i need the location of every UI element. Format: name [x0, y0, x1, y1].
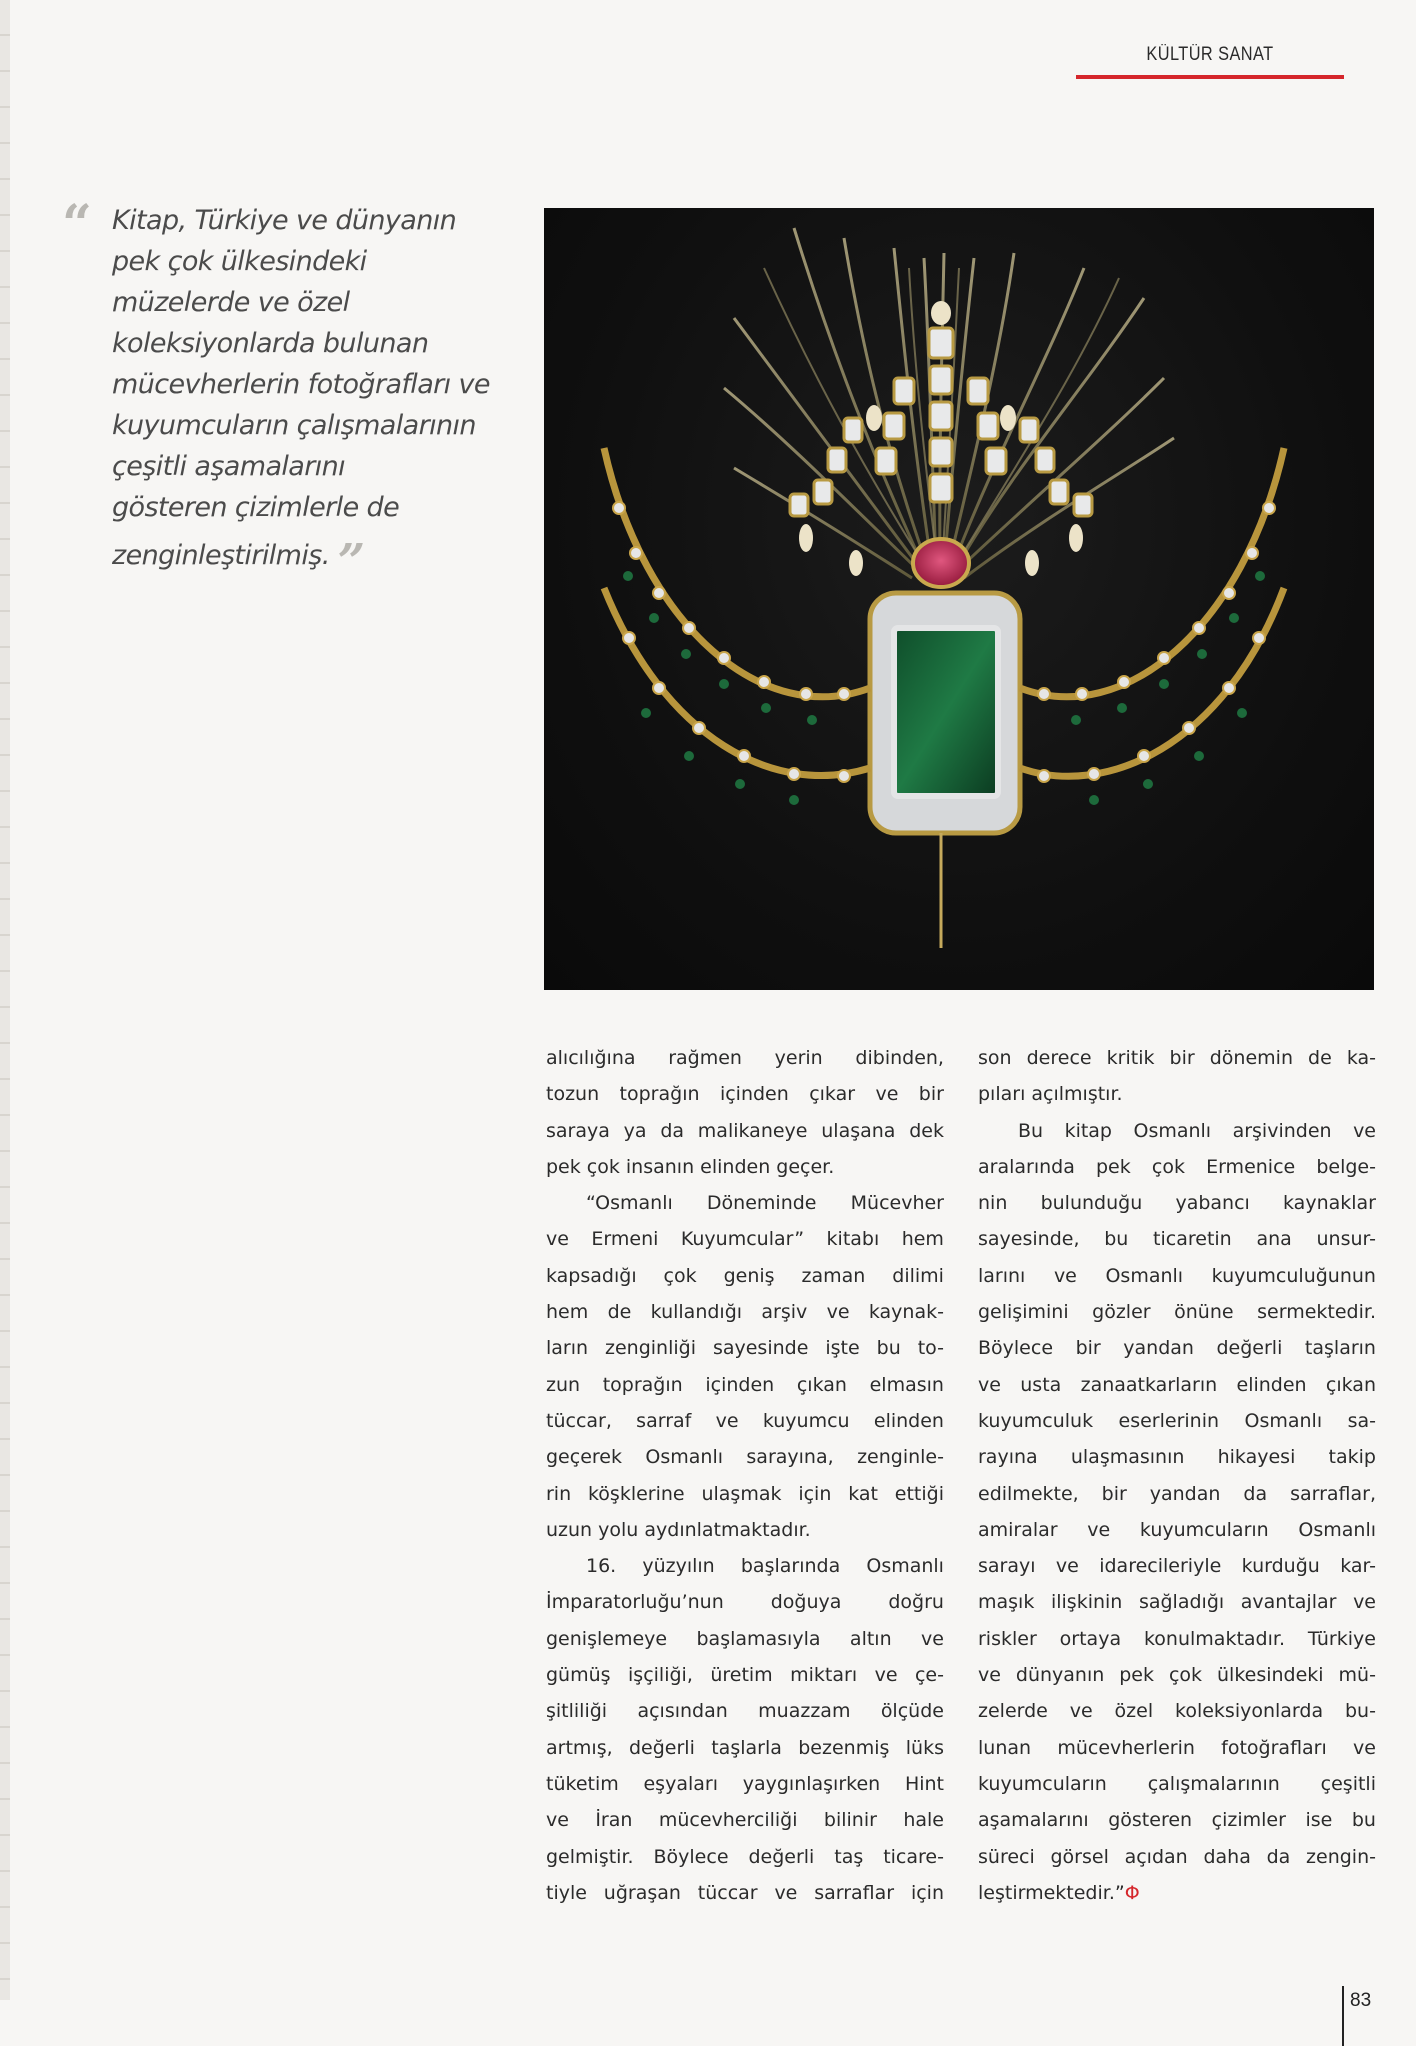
body-line: pek çok insanın elinden geçer.	[546, 1155, 835, 1178]
word: ulaşana	[821, 1119, 896, 1142]
word: tozun	[546, 1083, 600, 1106]
body-line	[546, 1330, 944, 1366]
word: ilişkinin	[1050, 1591, 1123, 1614]
word: pek	[1119, 1664, 1155, 1687]
body-line	[978, 1766, 1376, 1802]
word: gümüş	[546, 1664, 611, 1687]
word: zengin-	[1306, 1845, 1376, 1868]
word: yandan	[1123, 1337, 1194, 1360]
word: sa-	[1347, 1409, 1376, 1432]
word: için	[798, 1482, 832, 1505]
word: bir	[1101, 1482, 1127, 1505]
word: köşklerine	[587, 1482, 685, 1505]
word: Kuyumcular”	[680, 1228, 805, 1251]
word: takip	[1328, 1446, 1376, 1469]
pull-quote-line: çeşitli aşamalarını	[112, 451, 346, 482]
word: içinden	[705, 1373, 775, 1396]
word: da	[1243, 1482, 1268, 1505]
body-line	[978, 1802, 1376, 1838]
diamond-frame-icon	[870, 593, 1020, 833]
word: ve	[1053, 1264, 1077, 1287]
word: pek	[1095, 1155, 1131, 1178]
body-line	[546, 1367, 944, 1403]
word: amiralar	[978, 1518, 1058, 1541]
word: miktarı	[790, 1664, 858, 1687]
word: İmparatorluğu’nun	[546, 1591, 724, 1614]
word: ve	[715, 1409, 739, 1432]
pull-quote	[62, 194, 522, 590]
word: artmış,	[546, 1736, 613, 1759]
pull-quote-line: Kitap, Türkiye ve dünyanın	[112, 205, 457, 236]
body-line	[546, 1294, 944, 1330]
word: ve	[1353, 1119, 1376, 1142]
word: larını	[978, 1264, 1026, 1287]
word: zenginliği	[605, 1337, 696, 1360]
word: derece	[1026, 1047, 1092, 1069]
pull-quote-line: kuyumcuların çalışmalarının	[112, 410, 476, 441]
page-number: 83	[1350, 1990, 1372, 2011]
body-line	[978, 1476, 1376, 1512]
word: ve	[1055, 1555, 1079, 1578]
word: unsur-	[1316, 1228, 1376, 1251]
word: dibinden,	[855, 1047, 944, 1069]
word: kapsadığı	[546, 1264, 637, 1287]
word: ulaşmak	[701, 1482, 782, 1505]
body-line	[978, 1730, 1376, 1766]
word: süreci	[978, 1845, 1035, 1868]
body-line	[546, 1221, 944, 1257]
body-line	[546, 1076, 944, 1112]
word: usta	[1020, 1373, 1062, 1396]
word: koleksiyonlarda	[1175, 1700, 1324, 1723]
word: şitliliği	[546, 1700, 608, 1723]
word: çalışmalarının	[1147, 1772, 1280, 1795]
word: sarraf	[636, 1409, 692, 1432]
word: avantajlar	[1240, 1591, 1337, 1614]
word: son	[978, 1047, 1012, 1069]
word: çok	[1168, 1664, 1203, 1687]
word: geniş	[723, 1264, 775, 1287]
body-line	[546, 1693, 944, 1729]
word: Mücevher	[850, 1192, 944, 1215]
body-line	[546, 1403, 944, 1439]
aigrette-jewel-photo	[544, 208, 1374, 990]
pull-quote-line: gösteren çizimlerle de	[112, 492, 400, 523]
word: çok	[1151, 1155, 1185, 1178]
pull-quote-last-words: zenginleştirilmiş.	[112, 540, 330, 571]
word: da	[660, 1119, 685, 1142]
word: ve	[978, 1373, 1001, 1396]
word: Bu	[1018, 1119, 1044, 1142]
word: bu	[1104, 1228, 1129, 1251]
word: kat	[848, 1482, 878, 1505]
word: çok	[663, 1264, 697, 1287]
word: kullandığı	[650, 1301, 743, 1324]
word: çıkar	[809, 1083, 856, 1106]
body-line	[978, 1330, 1376, 1366]
body-line	[978, 1221, 1376, 1257]
word: başlamasıyla	[696, 1627, 821, 1650]
word: işte	[825, 1337, 860, 1360]
word: ya	[623, 1119, 647, 1142]
word: kar-	[1340, 1555, 1376, 1578]
word: sağladığı	[1138, 1591, 1225, 1614]
body-line	[978, 1367, 1376, 1403]
pull-quote-text	[112, 200, 522, 590]
word: arşivinden	[1232, 1119, 1332, 1142]
word: muazzam	[758, 1700, 851, 1723]
word: hem	[546, 1301, 589, 1324]
word: ve	[546, 1228, 569, 1251]
word: elinden	[873, 1409, 944, 1432]
body-line	[978, 1657, 1376, 1693]
word: lunan	[978, 1736, 1032, 1759]
word: zun	[546, 1373, 581, 1396]
body-line	[546, 1875, 944, 1911]
word: de	[607, 1301, 632, 1324]
word: bu	[876, 1337, 901, 1360]
word: Osmanlı	[645, 1446, 723, 1469]
word: rayına	[978, 1446, 1038, 1469]
body-line	[978, 1149, 1376, 1185]
body-line	[978, 1040, 1376, 1076]
word: İran	[595, 1809, 633, 1832]
word: to-	[917, 1337, 944, 1360]
word: yabancı	[1175, 1192, 1250, 1215]
ruby-icon	[913, 539, 969, 587]
word: altın	[849, 1627, 892, 1650]
pull-quote-line: müzelerde ve özel	[112, 287, 350, 318]
body-line	[546, 1439, 944, 1475]
aigrette-jewel-icon	[544, 208, 1374, 990]
body-line	[546, 1839, 944, 1875]
body-line	[546, 1548, 944, 1584]
word: kuyumcuların	[978, 1772, 1107, 1795]
word: değerli	[629, 1736, 695, 1759]
word: ulaşmasının	[1070, 1446, 1185, 1469]
word: aralarında	[978, 1155, 1075, 1178]
word: sarayı	[978, 1555, 1036, 1578]
word: gözler	[1092, 1301, 1151, 1324]
word: aşamalarını	[978, 1809, 1089, 1832]
word: içinden	[719, 1083, 789, 1106]
text-column-2	[978, 1040, 1376, 1911]
word: bu	[1351, 1809, 1376, 1832]
word: önüne	[1174, 1301, 1234, 1324]
word: sarraflar,	[1290, 1482, 1376, 1505]
word: taş	[834, 1845, 864, 1868]
word: ticare-	[883, 1845, 944, 1868]
body-line	[546, 1802, 944, 1838]
emerald-icon	[894, 628, 998, 796]
binding-edge	[0, 0, 10, 2000]
word: için	[910, 1881, 944, 1904]
word: ölçüde	[880, 1700, 944, 1723]
word: hale	[903, 1809, 944, 1832]
word: “Osmanlı	[586, 1192, 673, 1215]
word: edilmekte,	[978, 1482, 1079, 1505]
word: kitap	[1064, 1119, 1112, 1142]
word: hikayesi	[1217, 1446, 1296, 1469]
word: ve	[826, 1301, 850, 1324]
body-line	[546, 1185, 944, 1221]
word: ve	[1069, 1700, 1093, 1723]
word: gelişimini	[978, 1301, 1069, 1324]
section-rule	[1076, 75, 1344, 79]
body-line	[546, 1766, 944, 1802]
word: sarraflar	[814, 1881, 895, 1904]
word: bezenmiş	[798, 1736, 890, 1759]
word: değerli	[1216, 1337, 1283, 1360]
body-line	[978, 1839, 1376, 1875]
word: ettiği	[894, 1482, 944, 1505]
word: bu-	[1345, 1700, 1376, 1723]
body-line	[978, 1621, 1376, 1657]
word: malikaneye	[697, 1119, 808, 1142]
open-quote-icon: “	[62, 194, 92, 255]
word: zenginle-	[857, 1446, 944, 1469]
word: eserlerinin	[1118, 1409, 1220, 1432]
body-line	[546, 1730, 944, 1766]
word: kaynak-	[868, 1301, 944, 1324]
word: rin	[546, 1482, 572, 1505]
word: işçiliği,	[628, 1664, 693, 1687]
word: tiyle	[546, 1881, 587, 1904]
word: ortaya	[1059, 1627, 1122, 1650]
pull-quote-line: pek çok ülkesindeki	[112, 246, 367, 277]
body-line	[978, 1403, 1376, 1439]
word: gelmiştir.	[546, 1845, 634, 1868]
word: elmasın	[869, 1373, 944, 1396]
word: kaynaklar	[1283, 1192, 1376, 1215]
word: ve	[978, 1664, 1001, 1687]
word: ve	[1353, 1591, 1376, 1614]
pull-quote-line	[112, 528, 522, 590]
word: ticaretin	[1153, 1228, 1232, 1251]
word: nin	[978, 1192, 1008, 1215]
word: toprağın	[602, 1373, 683, 1396]
body-line	[546, 1040, 944, 1076]
word: alıcılığına	[546, 1047, 636, 1069]
word: ka-	[1346, 1047, 1376, 1069]
body-line-final	[978, 1875, 1376, 1911]
word: dünyanın	[1015, 1664, 1105, 1687]
word: çıkan	[1325, 1373, 1376, 1396]
word: Osmanlı	[1244, 1409, 1323, 1432]
word: kitabı	[826, 1228, 880, 1251]
word: mücevherlerin	[1057, 1736, 1195, 1759]
word: zanaatkarların	[1080, 1373, 1218, 1396]
body-line	[978, 1512, 1376, 1548]
word: uğraşan	[603, 1881, 681, 1904]
word: zaman	[801, 1264, 866, 1287]
word: lüks	[905, 1736, 944, 1759]
word: ise	[1305, 1809, 1333, 1832]
word: Böylece	[978, 1337, 1054, 1360]
word: kuyumculuk	[978, 1409, 1094, 1432]
word: Ermeni	[591, 1228, 659, 1251]
word: daha	[1203, 1845, 1251, 1868]
final-words: leştirmektedir.”	[978, 1881, 1125, 1904]
body-line	[978, 1294, 1376, 1330]
word: ve	[921, 1627, 944, 1650]
word: ve	[1353, 1736, 1376, 1759]
word: yüzyılın	[642, 1555, 715, 1578]
word: Döneminde	[706, 1192, 817, 1215]
word: Osmanlı	[1105, 1264, 1184, 1287]
body-line	[978, 1258, 1376, 1294]
word: belge-	[1316, 1155, 1376, 1178]
word: dilimi	[892, 1264, 944, 1287]
word: başlarında	[740, 1555, 841, 1578]
word: Türkiye	[1307, 1627, 1376, 1650]
word: açısından	[637, 1700, 728, 1723]
word: yaygınlaşırken	[742, 1772, 881, 1795]
word: eşyaları	[643, 1772, 718, 1795]
body-line	[978, 1548, 1376, 1584]
word: ülkesindeki	[1217, 1664, 1324, 1687]
word: sayesinde,	[978, 1228, 1080, 1251]
body-line	[546, 1113, 944, 1149]
word: hem	[901, 1228, 944, 1251]
word: ve	[1087, 1518, 1111, 1541]
word: bir	[1075, 1337, 1101, 1360]
word: fotoğrafları	[1221, 1736, 1327, 1759]
word: çe-	[914, 1664, 944, 1687]
word: bulunduğu	[1040, 1192, 1143, 1215]
word: bilinir	[823, 1809, 877, 1832]
word: doğru	[888, 1591, 944, 1614]
word: ana	[1256, 1228, 1292, 1251]
pull-quote-line: koleksiyonlarda bulunan	[112, 328, 429, 359]
word: gösteren	[1108, 1809, 1193, 1832]
word: özel	[1114, 1700, 1154, 1723]
body-line	[546, 1584, 944, 1620]
word: tüccar,	[546, 1409, 612, 1432]
word: taşlarla	[711, 1736, 782, 1759]
word: sayesinde	[712, 1337, 809, 1360]
word: dönemin	[1209, 1047, 1293, 1069]
word: görsel	[1050, 1845, 1109, 1868]
word: kurduğu	[1241, 1555, 1320, 1578]
word: tüccar	[697, 1881, 758, 1904]
word: toprağın	[619, 1083, 700, 1106]
body-line	[978, 1439, 1376, 1475]
word: 16.	[586, 1555, 617, 1578]
body-line	[546, 1657, 944, 1693]
body-line	[546, 1258, 944, 1294]
word: genişlemeye	[546, 1627, 668, 1650]
word: çeşitli	[1320, 1772, 1376, 1795]
end-mark-icon: Φ	[1124, 1881, 1140, 1904]
word: yerin	[774, 1047, 823, 1069]
word: ve	[874, 1664, 898, 1687]
word: ların	[546, 1337, 589, 1360]
word: değerli	[748, 1845, 815, 1868]
word: doğuya	[770, 1591, 842, 1614]
word: kuyumculuğunun	[1211, 1264, 1376, 1287]
word: Osmanlı	[1133, 1119, 1212, 1142]
close-quote-icon: ”	[337, 534, 365, 590]
word: Ermenice	[1206, 1155, 1296, 1178]
word: kritik	[1106, 1047, 1155, 1069]
word: ve	[546, 1809, 569, 1832]
word: riskler	[978, 1627, 1037, 1650]
word: bir	[918, 1083, 944, 1106]
word: idarecileriyle	[1099, 1555, 1222, 1578]
word: mü-	[1338, 1664, 1376, 1687]
body-line	[546, 1476, 944, 1512]
word: Osmanlı	[1298, 1518, 1376, 1541]
body-line	[978, 1113, 1376, 1149]
word: maşık	[978, 1591, 1035, 1614]
word: açıdan	[1124, 1845, 1188, 1868]
word: çizimler	[1211, 1809, 1286, 1832]
word: rağmen	[668, 1047, 742, 1069]
text-column-1	[546, 1040, 944, 1911]
body-line	[978, 1185, 1376, 1221]
word: sarayına,	[746, 1446, 834, 1469]
pull-quote-line: mücevherlerin fotoğrafları ve	[112, 369, 490, 400]
body-line	[978, 1693, 1376, 1729]
word: konulmaktadır.	[1143, 1627, 1285, 1650]
body-line	[546, 1621, 944, 1657]
word: çıkan	[796, 1373, 847, 1396]
section-label: KÜLTÜR SANAT	[1146, 44, 1274, 65]
body-line	[978, 1584, 1376, 1620]
word: taşların	[1304, 1337, 1376, 1360]
word: üretim	[710, 1664, 773, 1687]
word: da	[1266, 1845, 1291, 1868]
word: Hint	[904, 1772, 944, 1795]
word: mücevherciliği	[658, 1809, 798, 1832]
word: Osmanlı	[866, 1555, 944, 1578]
word: arşiv	[761, 1301, 808, 1324]
body-line: pıları açılmıştır.	[978, 1083, 1123, 1106]
word: geçerek	[546, 1446, 622, 1469]
word: yandan	[1149, 1482, 1221, 1505]
word: kuyumcuların	[1139, 1518, 1269, 1541]
word: kuyumcu	[762, 1409, 850, 1432]
word: saraya	[546, 1119, 610, 1142]
word: tüketim	[546, 1772, 619, 1795]
word: bir	[1169, 1047, 1195, 1069]
word: Böylece	[653, 1845, 729, 1868]
word: ve	[875, 1083, 899, 1106]
word: sermektedir.	[1257, 1301, 1376, 1324]
body-line: uzun yolu aydınlatmaktadır.	[546, 1518, 811, 1541]
word: dek	[909, 1119, 944, 1142]
folio-rule	[1342, 1986, 1344, 2046]
word: ve	[774, 1881, 798, 1904]
word: zelerde	[978, 1700, 1048, 1723]
word: elinden	[1236, 1373, 1307, 1396]
word: de	[1308, 1047, 1332, 1069]
